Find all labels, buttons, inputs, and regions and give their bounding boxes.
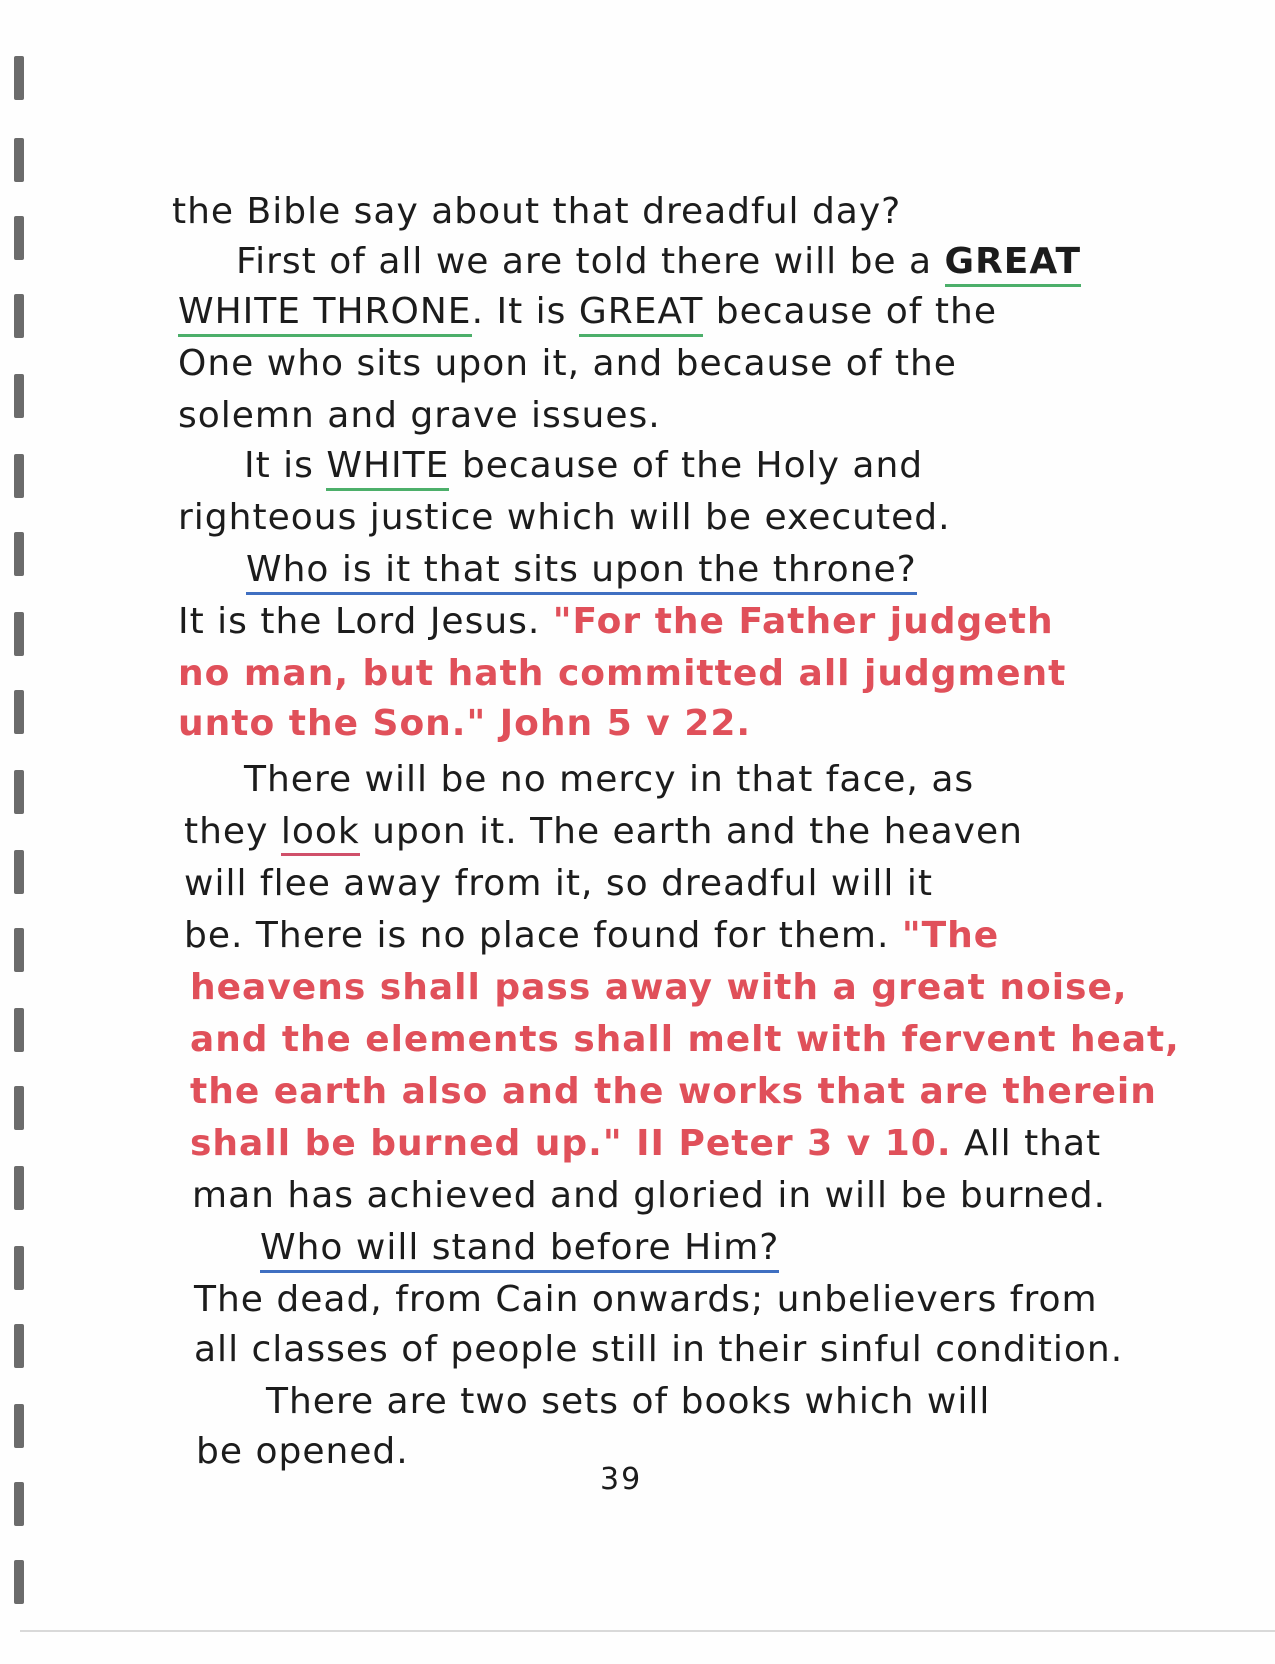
line-text: because of the	[703, 291, 997, 332]
text-line	[178, 702, 751, 746]
line-text: man has achieved and gloried in will be burned.	[192, 1175, 1107, 1216]
line-text: be opened.	[196, 1431, 409, 1472]
text-line	[172, 190, 901, 234]
page-number: 39	[600, 1462, 643, 1497]
line-text: First of all we are told there will be a	[236, 241, 945, 282]
line-text: One who sits upon it, and because of the	[178, 343, 957, 384]
text-line	[184, 914, 999, 958]
text-line	[190, 1070, 1157, 1114]
text-line	[178, 600, 1054, 644]
scripture-quote: shall be burned up." II Peter 3 v 10.	[190, 1123, 952, 1164]
page-bottom-edge	[20, 1630, 1275, 1632]
line-text: will flee away from it, so dreadful will it	[184, 863, 933, 904]
line-text: because of the Holy and	[449, 445, 924, 486]
text-line	[244, 758, 974, 802]
scripture-quote: heavens shall pass away with a great noise,	[190, 967, 1128, 1008]
line-text: It is the Lord Jesus.	[178, 601, 553, 642]
line-text: The dead, from Cain onwards; unbelievers from	[194, 1279, 1098, 1320]
text-line	[196, 1430, 409, 1474]
text-line	[194, 1278, 1098, 1322]
line-text: solemn and grave issues.	[178, 395, 661, 436]
text-line	[178, 290, 997, 334]
text-line	[192, 1174, 1106, 1218]
line-text: There are two sets of books which will	[266, 1381, 991, 1422]
text-line	[178, 394, 661, 438]
scripture-quote: unto the Son." John 5 v 22.	[178, 703, 752, 744]
text-line	[178, 496, 951, 540]
line-text: upon it. The earth and the heaven	[359, 811, 1023, 852]
line-text: All that	[951, 1123, 1102, 1164]
great-heading: GREAT	[945, 241, 1081, 287]
line-text: It is	[244, 445, 327, 486]
white-throne-heading: WHITE THRONE	[178, 291, 472, 337]
scripture-quote: and the elements shall melt with fervent heat,	[190, 1019, 1180, 1060]
text-line	[246, 548, 917, 592]
great-keyword: GREAT	[579, 291, 703, 337]
question-heading: Who is it that sits upon the throne?	[246, 549, 917, 595]
question-heading: Who will stand before Him?	[260, 1227, 779, 1273]
text-line	[184, 862, 933, 906]
scripture-quote: "For the Father judgeth	[552, 601, 1054, 642]
white-keyword: WHITE	[326, 445, 449, 491]
text-line	[190, 1018, 1180, 1062]
line-text: righteous justice which will be executed.	[178, 497, 951, 538]
line-text: There will be no mercy in that face, as	[244, 759, 975, 800]
look-keyword: look	[281, 811, 360, 856]
text-line	[190, 1122, 1101, 1166]
line-text: all classes of people still in their sinful condition.	[194, 1329, 1124, 1370]
line-text: the Bible say about that dreadful day?	[172, 191, 902, 232]
line-text: . It is	[471, 291, 579, 332]
scripture-quote: no man, but hath committed all judgment	[178, 653, 1067, 694]
text-line	[190, 966, 1128, 1010]
text-line	[236, 240, 1081, 284]
scripture-quote: the earth also and the works that are therein	[190, 1071, 1157, 1112]
text-line	[244, 444, 923, 488]
text-line	[266, 1380, 990, 1424]
text-line	[260, 1226, 779, 1270]
text-line	[178, 342, 957, 386]
scripture-quote: "The	[901, 915, 1000, 956]
text-line	[184, 810, 1023, 854]
text-line	[178, 652, 1066, 696]
text-line	[194, 1328, 1123, 1372]
line-text: be. There is no place found for them.	[184, 915, 902, 956]
line-text: they	[184, 811, 281, 852]
